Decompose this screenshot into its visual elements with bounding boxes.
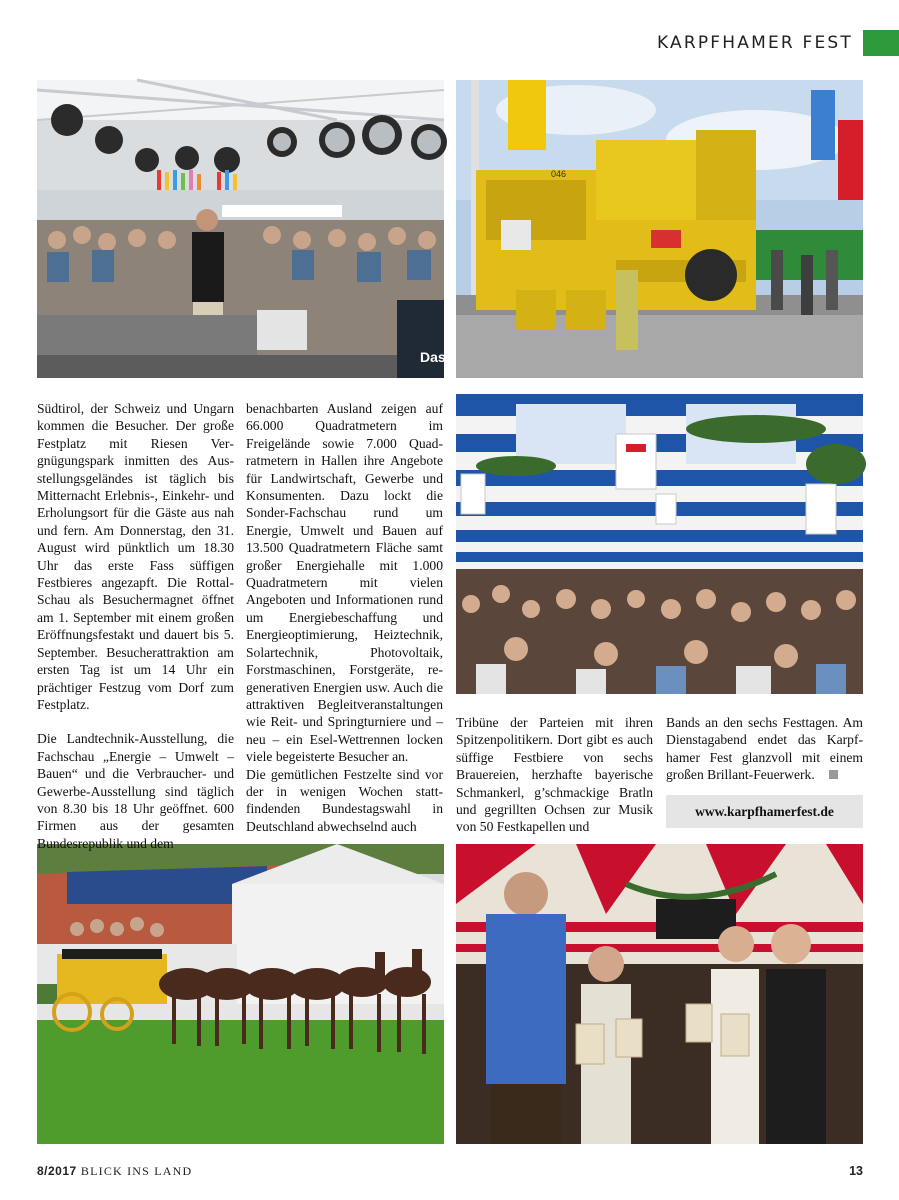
article-paragraph [666,714,863,784]
cookware-sign-text: Dase [420,349,454,365]
article-paragraph: Tribüne der Parteien mit ihren Spitzenpolitikern. Dort gibt es auch süffige Festbiere von sechs Brauereien, herzhafte bayerische Schmankerl, g’schmackige Bratln und gegrillten Ochsen zur Musik von 50 Festkapellen und [456,715,653,835]
article-paragraph: benachbarten Ausland zeigen auf 66.000 Quadratmetern im Freigelände sowie 7.000 Quadratmetern in Hallen ihre Angebote für Landwirtschaft, Gewerbe und Konsumenten. Dazu lockt die Sonder-Fachschau rund um Energie, Umwelt und Bauen auf 13.500 Quadratmetern Fläche samt großer Energiehalle mit 1.000 Quadratmetern mit vielen Angeboten und Informationen rund um Energiebeschaffung und Energieoptimierung, Heiztechnik, Solartechnik, Photovoltaik, Forstmaschinen, Forstgeräte, regenerativen Energien usw. Auch die attraktiven Begleitveranstaltungen wie Reit- und Springturniere und – neu – ein Esel-Wettrennen locken viele begeisterte Besucher an. [246,401,443,765]
footer-magazine-name: BLICK INS LAND [80,1164,193,1178]
article-column-3 [456,714,653,836]
footer-publication [37,1164,192,1179]
article-closing-text: Bands an den sechs Festtagen. Am Dienstagabend endet das Karpfhamer Fest glanzvoll mit einem großen Brillant-Feuerwerk. [666,715,863,783]
photo-beer-tent [456,394,863,694]
photo-potato-harvester [456,80,863,378]
photo-cookware-stand [37,80,454,378]
website-link[interactable]: www.karpfhamerfest.de [666,795,863,828]
harvester-number: 046 [551,169,567,179]
article-paragraph: Die Landtechnik-Ausstellung, die Fachschau „Energie – Umwelt –Bauen“ und die Verbraucher- und Gewerbe-Ausstellung sind täglich von 8.30 bis 18 Uhr geöffnet. 600 Firmen aus der gesamten Bundesrepublik und dem [37,731,234,851]
article-column-2 [246,400,443,835]
footer-issue: 8/2017 [37,1164,77,1178]
section-accent-bar [863,30,899,56]
section-title: KARPFHAMER FEST [656,33,853,53]
article-paragraph: Südtirol, der Schweiz und Ungarn kommen die Besucher. Der große Festplatz mit Riesen Vergnügungspark inmitten des Ausstellungsgeländes ist täglich bis Mitternacht Erlebnis-, Einkehr- und Erholungsort für die Gäste aus nah und fern. Am Donnerstag, den 31. August wird pünktlich um 18.30 Uhr das erste Fass süffigen Festbieres angezapft. Die Rottal-Schau als Besuchermagnet öffnet am 1. September mit einem großen Eröffnungsfestakt und dauert bis 5. September. Besucherattraktion am ersten Tag ist um 14 Uhr ein prächtiger Festzug vom Dorf zum Festplatz. [37,401,234,712]
article-column-1 [37,400,234,852]
end-of-article-icon [829,770,838,779]
photo-horse-carriage [37,844,444,1144]
page-number: 13 [849,1164,863,1178]
photo-beer-mugs-people [456,844,863,1144]
article-column-4 [666,714,863,784]
article-paragraph: Die gemütlichen Festzelte sind vor der in wenigen Wochen stattfindenden Bundestagswahl in Deutschland abwechselnd auch [246,766,443,834]
